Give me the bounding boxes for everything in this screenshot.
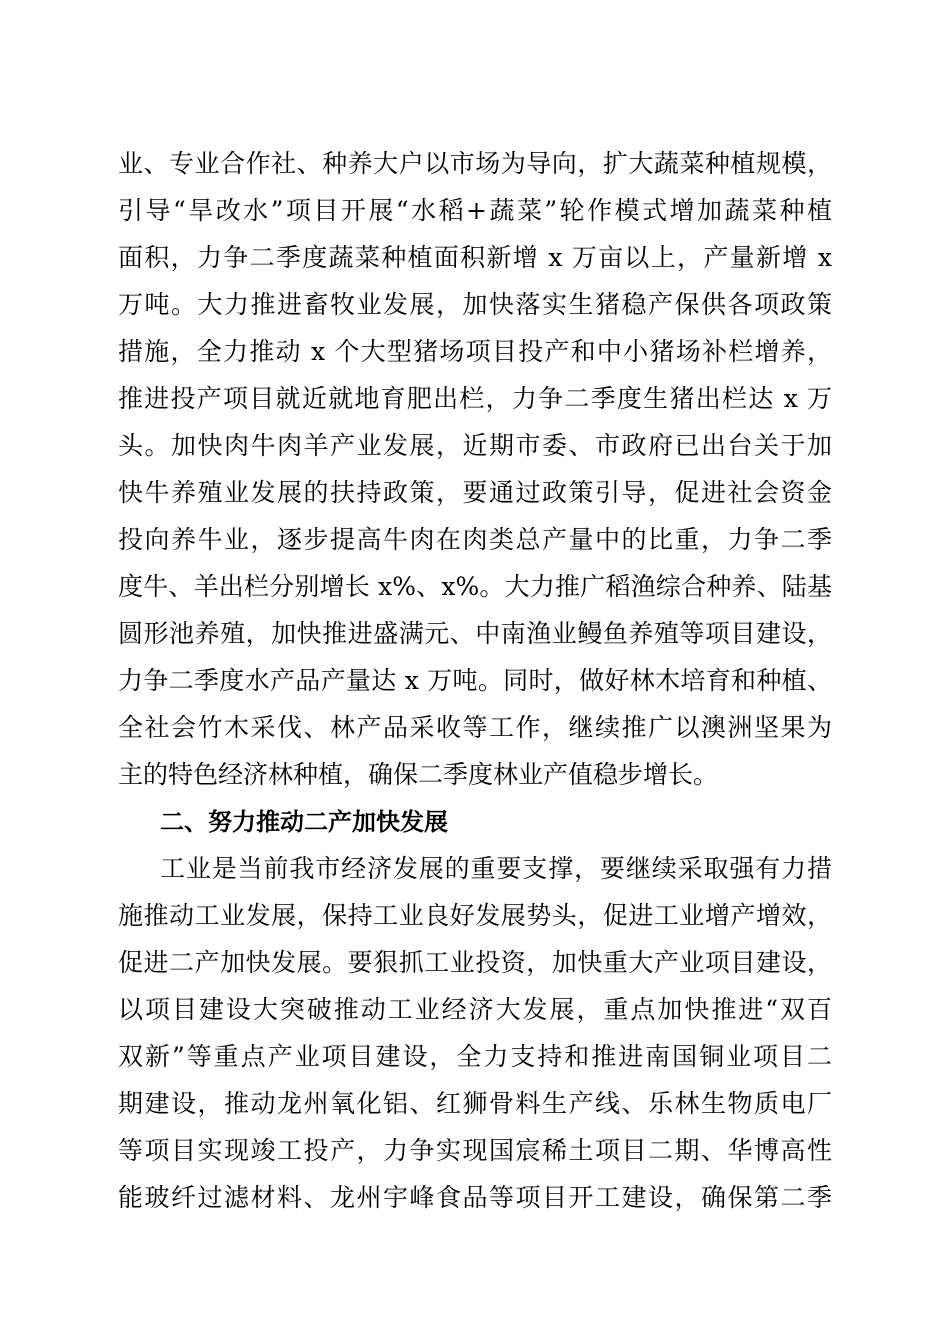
paragraph-1-line-12: 力争二季度水产品产量达 x 万吨。同时，做好林木培育和种植、 (118, 666, 832, 695)
paragraph-1-line-1: 业、专业合作社、种养大户以市场为导向，扩大蔬菜种植规模， (118, 149, 832, 178)
paragraph-1-line-8: 快牛养殖业发展的扶持政策，要通过政策引导，促进社会资金 (118, 478, 832, 507)
section-heading: 二、努力推动二产加快发展 (160, 808, 448, 836)
paragraph-1-line-6: 推进投产项目就近就地育肥出栏，力争二季度生猪出栏达 x 万 (118, 384, 832, 413)
paragraph-2-line-2: 施推动工业发展，保持工业良好发展势头，促进工业增产增效， (118, 901, 832, 930)
paragraph-1-line-3: 面积，力争二季度蔬菜种植面积新增 x 万亩以上，产量新增 x (118, 243, 832, 272)
paragraph-2-line-8: 能玻纤过滤材料、龙州宇峰食品等项目开工建设，确保第二季 (118, 1183, 832, 1212)
paragraph-1-line-2: 引导“旱改水”项目开展“水稻+蔬菜”轮作模式增加蔬菜种植 (118, 196, 832, 225)
paragraph-1-line-9: 投向养牛业，逐步提高牛肉在肉类总产量中的比重，力争二季 (118, 525, 832, 554)
paragraph-2-line-4: 以项目建设大突破推动工业经济大发展，重点加快推进“双百 (118, 995, 832, 1024)
paragraph-1-line-5: 措施，全力推动 x 个大型猪场项目投产和中小猪场补栏增养， (118, 337, 832, 366)
paragraph-1-line-7: 头。加快肉牛肉羊产业发展，近期市委、市政府已出台关于加 (118, 431, 832, 460)
paragraph-1-line-10: 度牛、羊出栏分别增长 x%、x%。大力推广稻渔综合种养、陆基 (118, 572, 832, 601)
paragraph-2-line-3: 促进二产加快发展。要狠抓工业投资，加快重大产业项目建设， (118, 948, 832, 977)
paragraph-1-line-13: 全社会竹木采伐、林产品采收等工作，继续推广以澳洲坚果为 (118, 713, 832, 742)
paragraph-1-line-11: 圆形池养殖，加快推进盛满元、中南渔业鳗鱼养殖等项目建设， (118, 619, 832, 648)
paragraph-2-line-1: 工业是当前我市经济发展的重要支撑，要继续采取强有力措 (160, 854, 832, 883)
paragraph-2-line-6: 期建设，推动龙州氧化铝、红狮骨料生产线、乐林生物质电厂 (118, 1089, 832, 1118)
paragraph-2-line-7: 等项目实现竣工投产，力争实现国宸稀土项目二期、华博高性 (118, 1136, 832, 1165)
paragraph-1-line-4: 万吨。大力推进畜牧业发展，加快落实生猪稳产保供各项政策 (118, 290, 832, 319)
paragraph-2-line-5: 双新”等重点产业项目建设，全力支持和推进南国铜业项目二 (118, 1042, 832, 1071)
paragraph-1-line-14: 主的特色经济林种植，确保二季度林业产值稳步增长。 (118, 760, 719, 789)
